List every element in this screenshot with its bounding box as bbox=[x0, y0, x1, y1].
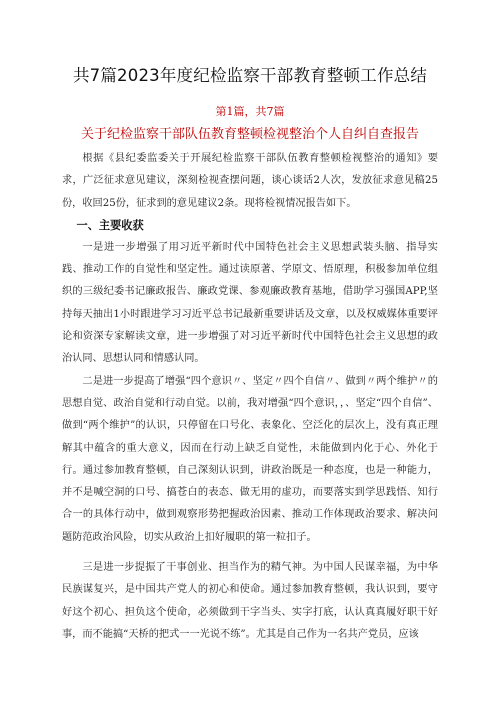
intro-paragraph: 根据《县纪委监委关于开展纪检监察干部队伍教育整顿检视整治的通知》要求，广泛征求意见建议，深刻检视查摆问题，谈心谈话2人次，发放征求意见稿25份，收回25份，征求到的意见建议2条。现将检视情况报告如下。 bbox=[62, 153, 438, 209]
paragraph-second: 二是进一步提高了增强“四个意识〃、坚定〃四个自信〃、做到〃两个维护〃的思想自觉、政治自觉和行动自觉。以前，我对增强“四个意识，，、坚定“四个自信”、做到“两个维护”的认识，只停留在口号化、表象化、空泛化的层次上，没有真正理解其中蕴含的重大意义，因而在行动上缺乏自觉性，未能做到内化于心、外化于行。通过参加教育整顿，自己深刻认识到，讲政治既是一种态度，也是一种能力，并不是喊空洞的口号、搞苍白的表态、做无用的虚功，而要落实到学思践悟、知行合一的具体行动中，做到观察形势把握政治因素、推动工作体现政治要求、解决问题防范政治风险，切实从政治上扣好履职的第一粒扣子。 bbox=[62, 375, 438, 543]
document-title: 共7篇2023年度纪检监察干部教育整顿工作总结 bbox=[72, 66, 428, 85]
paragraph-first: 一是进一步增强了用习近平新时代中国特色社会主义思想武装头脑、指导实践、推动工作的自觉性和坚定性。通过读原著、学原文、悟原理，积极参加单位组织的三级纪委书记廉政报告、廉政党课、参观廉政教育基地，借助学习强国APP,坚持每天抽出1小时跟进学习习近平总书记最新重要讲话及文章，以及权威媒体重要评论和资深专家解读文章，进一步增强了对习近平新时代中国特色社会主义思想的政治认同、思想认同和情感认同。 bbox=[62, 241, 438, 365]
part-indicator: 第1篇，共7篇 bbox=[215, 105, 285, 118]
section-title: 关于纪检监察干部队伍教育整顿检视整治个人自纠自查报告 bbox=[80, 127, 419, 142]
document-body bbox=[62, 148, 438, 646]
paragraph-third: 三是进一步提振了干事创业、担当作为的精气神。为中国人民谋幸福，为中华民族谋复兴，是中国共产党人的初心和使命。通过参加教育整顿，我认识到，要守好这个初心、担负这个使命，必须做到干字当头、实字打底，认认真真履好职干好事，而不能搞“天桥的把式一一光说不练”。尤其是自己作为一名共产党员，应该 bbox=[62, 562, 438, 640]
section-heading-main-gains: 一、主要收获 bbox=[76, 218, 144, 232]
